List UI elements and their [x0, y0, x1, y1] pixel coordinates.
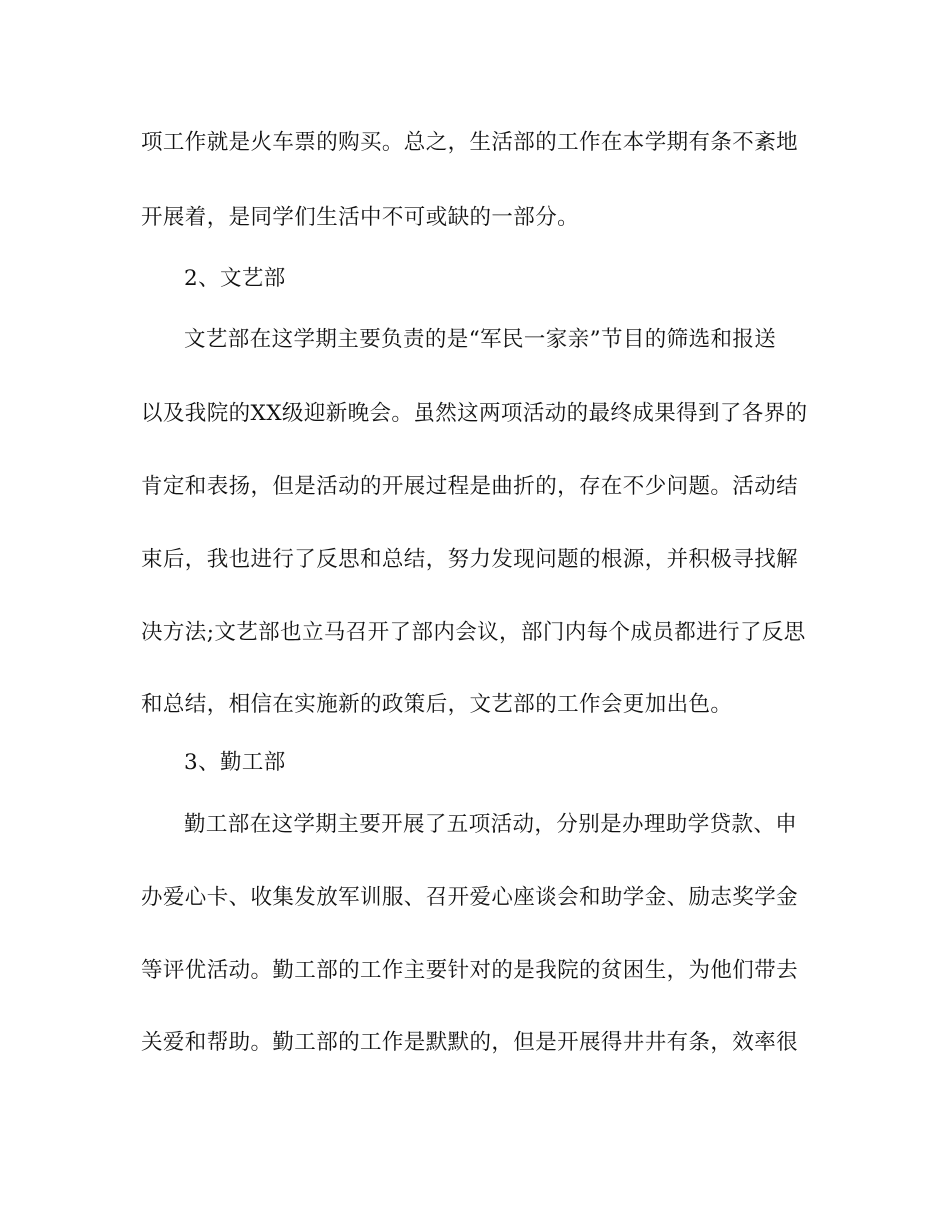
text-line: 等评优活动。勤工部的工作主要针对的是我院的贫困生，为他们带去 — [141, 958, 799, 983]
text-line: 和总结，相信在实施新的政策后，文艺部的工作会更加出色。 — [141, 692, 733, 717]
text-line: 勤工部在这学期主要开展了五项活动，分别是办理助学贷款、申 — [184, 812, 798, 837]
text-line: 以及我院的XX级迎新晚会。虽然这两项活动的最终成果得到了各界的 — [141, 401, 808, 426]
text-line: 束后，我也进行了反思和总结，努力发现问题的根源，并积极寻找解 — [141, 547, 799, 572]
section-heading: 2、文艺部 — [184, 266, 286, 291]
text-line: 项工作就是火车票的购买。总之，生活部的工作在本学期有条不紊地 — [141, 130, 799, 155]
text-line: 关爱和帮助。勤工部的工作是默默的，但是开展得井井有条，效率很 — [141, 1030, 799, 1055]
text-line: 文艺部在这学期主要负责的是“军民一家亲”节目的筛选和报送 — [184, 327, 777, 352]
text-line: 决方法;文艺部也立马召开了部内会议，部门内每个成员都进行了反思 — [141, 620, 806, 645]
text-line: 办爱心卡、收集发放军训服、召开爱心座谈会和助学金、励志奖学金 — [141, 885, 799, 910]
text-line: 肯定和表扬，但是活动的开展过程是曲折的，存在不少问题。活动结 — [141, 474, 799, 499]
section-heading: 3、勤工部 — [184, 750, 286, 775]
text-line: 开展着，是同学们生活中不可或缺的一部分。 — [141, 205, 580, 230]
